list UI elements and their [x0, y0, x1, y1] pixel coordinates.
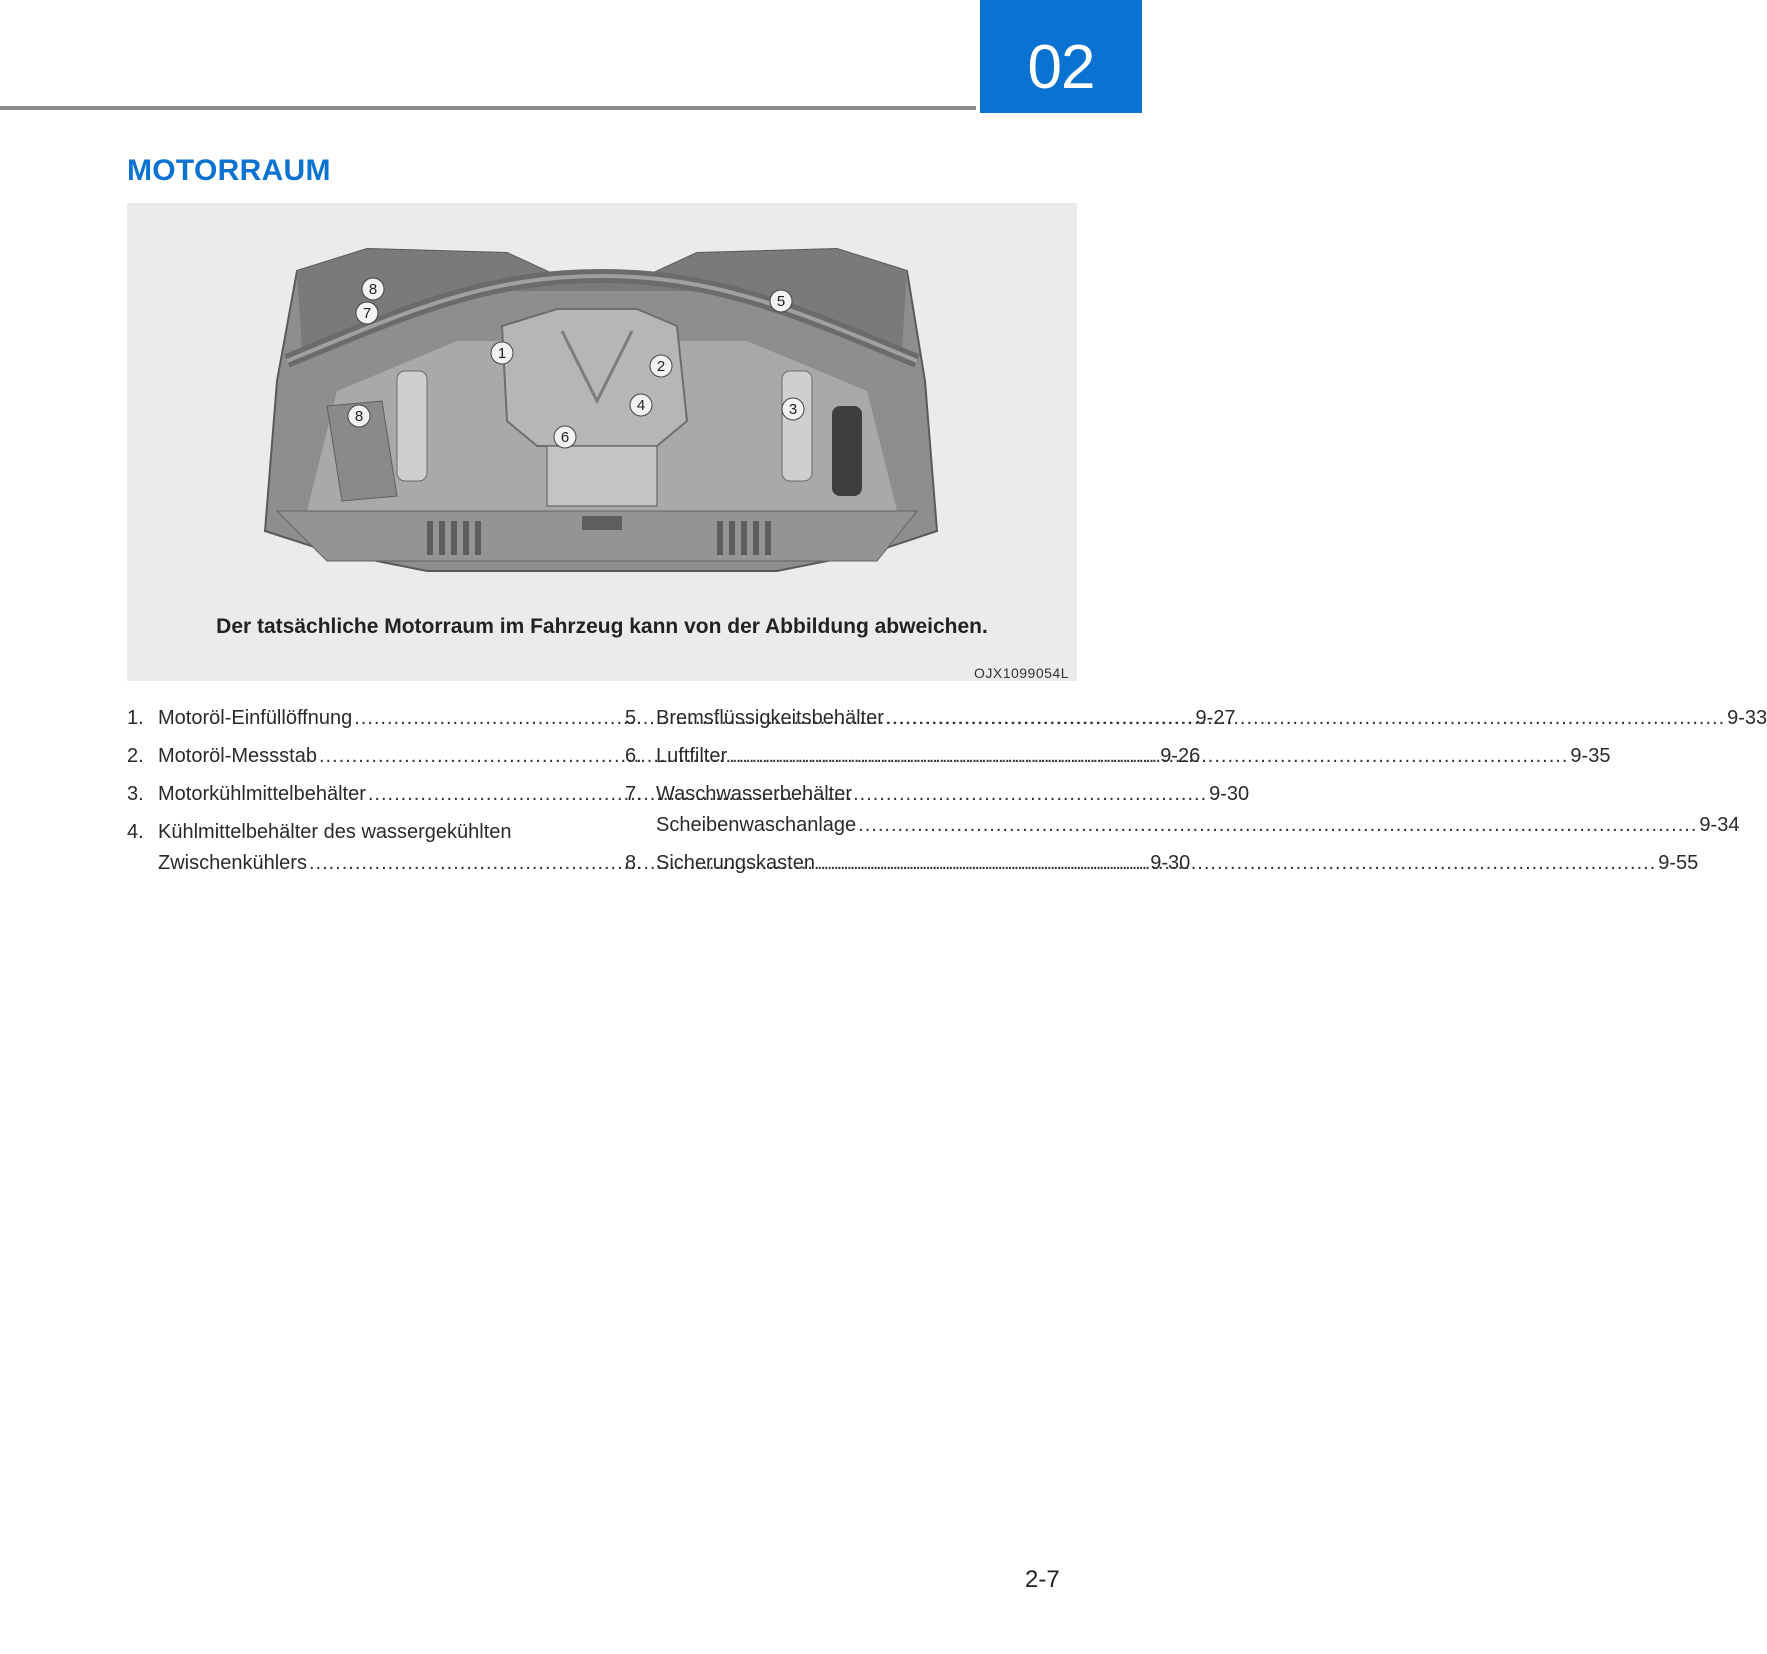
callout-5	[770, 290, 792, 312]
callout-6	[554, 426, 576, 448]
item-label: Motoröl-Einfüllöffnung	[158, 707, 353, 729]
callout-4	[630, 394, 652, 416]
engine-bay-figure	[127, 203, 1077, 681]
item-page-ref: 9-55	[1658, 852, 1699, 874]
item-label: Bremsflüssigkeitsbehälter	[656, 707, 884, 729]
item-page-ref: 9-33	[1727, 707, 1767, 729]
svg-text:3: 3	[788, 401, 798, 418]
figure-caption: Der tatsächliche Motorraum im Fahrzeug kann von der Abbildung abweichen.	[216, 615, 988, 638]
svg-text:1: 1	[497, 345, 507, 362]
leader-dots	[817, 851, 1656, 876]
svg-text:2: 2	[656, 358, 666, 375]
callout-1	[491, 342, 513, 364]
item-page-ref: 9-26	[1160, 745, 1201, 767]
svg-text:7: 7	[362, 305, 372, 322]
section-title: MOTORRAUM	[127, 154, 331, 187]
svg-text:5: 5	[776, 293, 786, 310]
item-label: Scheibenwaschanlage	[656, 814, 857, 836]
callout-8-left	[348, 405, 370, 427]
svg-text:4: 4	[636, 397, 646, 414]
callout-3	[782, 398, 804, 420]
svg-text:8: 8	[368, 281, 378, 298]
item-page-ref: 9-35	[1570, 745, 1611, 767]
item-page-ref: 9-34	[1699, 814, 1740, 836]
leader-dots	[858, 813, 1697, 838]
leader-dots	[729, 744, 1568, 769]
item-number: 5.	[625, 707, 642, 729]
item-number: 8.	[625, 852, 642, 874]
svg-text:6: 6	[560, 429, 570, 446]
chapter-number: 02	[1027, 33, 1095, 102]
item-number: 6.	[625, 745, 642, 767]
item-number: 1.	[127, 707, 144, 729]
item-page-ref: 9-30	[1209, 783, 1250, 805]
item-label-line1: Waschwasserbehälter	[656, 783, 853, 805]
item-page-ref: 9-30	[1150, 852, 1191, 874]
callout-8-top	[362, 278, 384, 300]
item-number: 2.	[127, 745, 144, 767]
header-rule	[0, 106, 976, 110]
item-number: 7.	[625, 783, 642, 805]
item-label: Zwischenkühlers	[158, 852, 307, 874]
leader-dots	[886, 706, 1725, 731]
item-number: 3.	[127, 783, 144, 805]
item-label: Motoröl-Messstab	[158, 745, 317, 767]
callout-7	[356, 302, 378, 324]
figure-code: OJX1099054L	[973, 665, 1069, 681]
item-label: Sicherungskasten	[656, 852, 815, 874]
page-number: 2-7	[1025, 1566, 1060, 1593]
callout-2	[650, 355, 672, 377]
engine-bay-illustration	[257, 231, 945, 583]
svg-text:8: 8	[354, 408, 364, 425]
item-page-ref: 9-27	[1195, 707, 1236, 729]
item-label: Motorkühlmittelbehälter	[158, 783, 366, 805]
item-label-line1: Kühlmittelbehälter des wassergekühlten	[158, 821, 512, 843]
item-label: Luftfilter	[656, 745, 728, 767]
chapter-tab	[980, 0, 1142, 113]
item-number: 4.	[127, 821, 144, 843]
